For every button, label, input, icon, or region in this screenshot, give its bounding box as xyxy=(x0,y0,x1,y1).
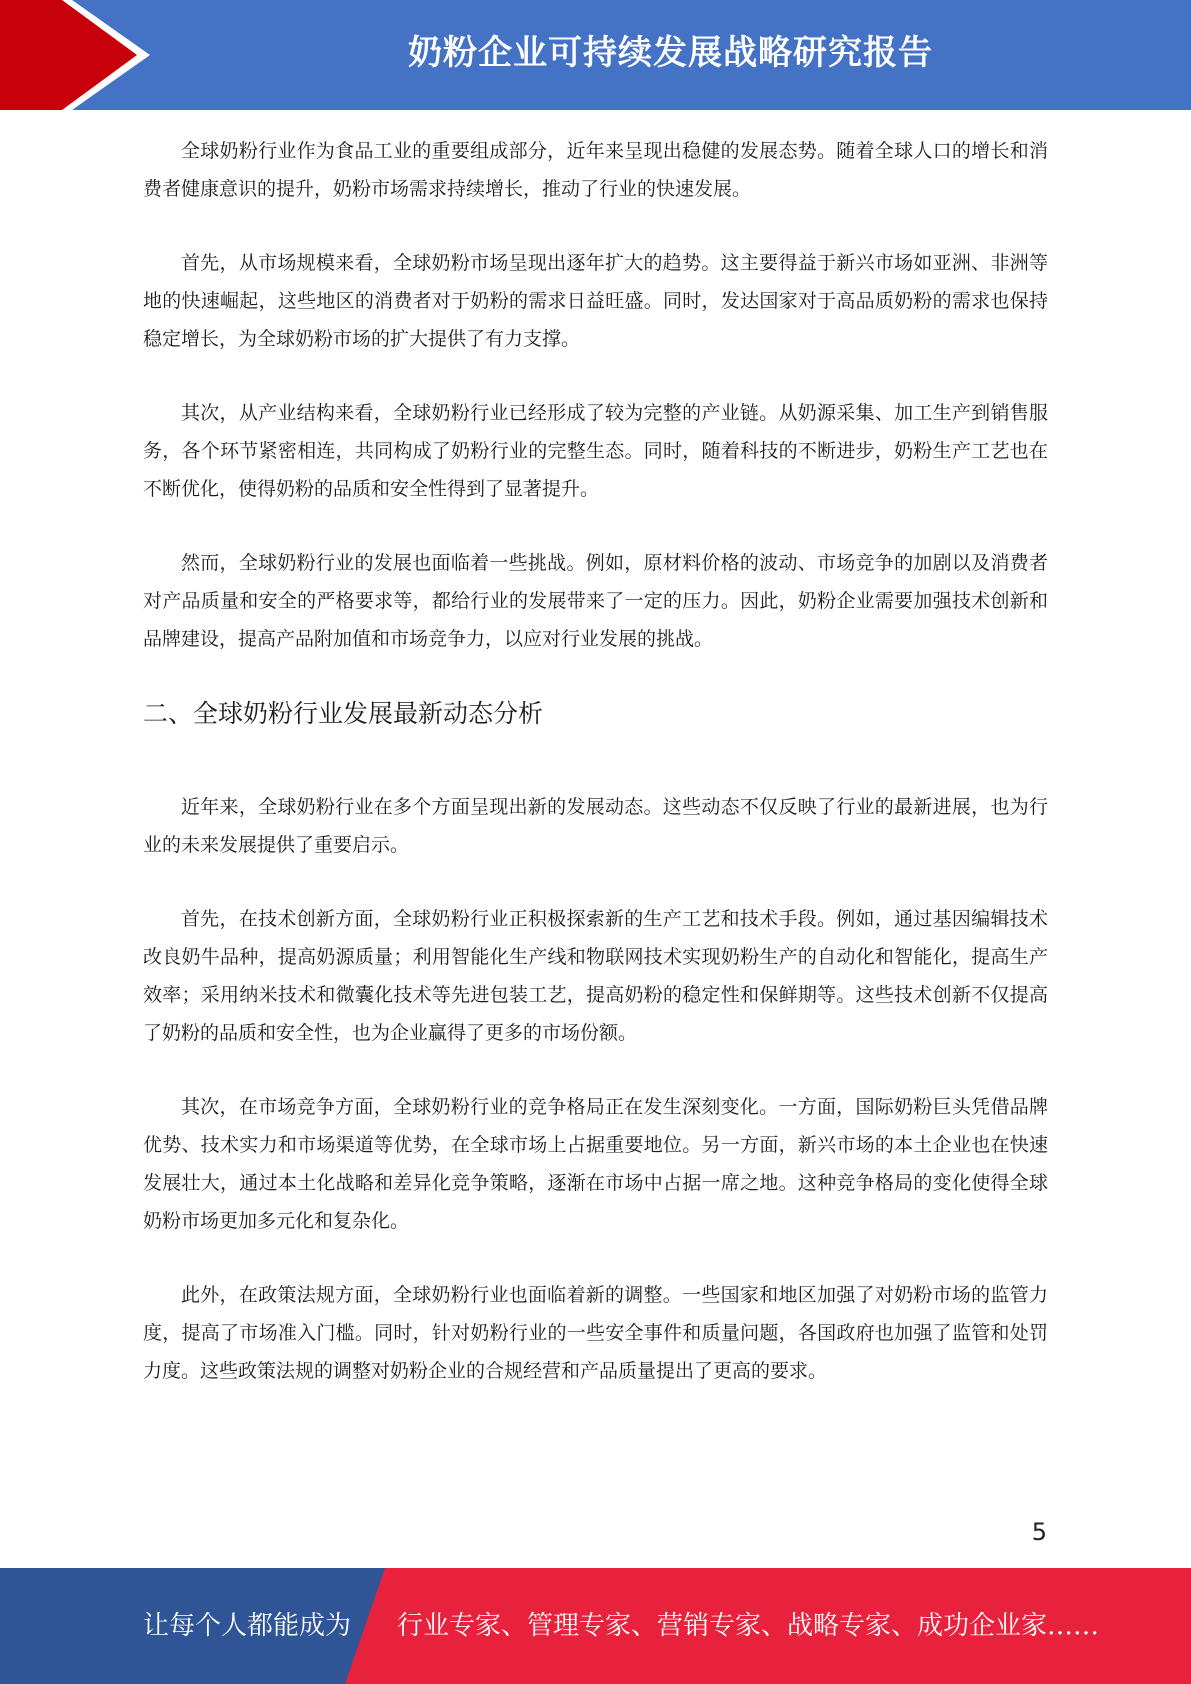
report-title: 奶粉企业可持续发展战略研究报告 xyxy=(408,33,933,73)
paragraph: 此外，在政策法规方面，全球奶粉行业也面临着新的调整。一些国家和地区加强了对奶粉市场的监管力度，提高了市场准入门槛。同时，针对奶粉行业的一些安全事件和质量问题，各国政府也加强了监管和处罚力度。这些政策法规的调整对奶粉企业的合规经营和产品质量提出了更高的要求。 xyxy=(143,1284,1048,1382)
page-header xyxy=(0,0,1191,110)
paragraph: 首先，从市场规模来看，全球奶粉市场呈现出逐年扩大的趋势。这主要得益于新兴市场如亚洲、非洲等地的快速崛起，这些地区的消费者对于奶粉的需求日益旺盛。同时，发达国家对于高品质奶粉的需求也保持稳定增长，为全球奶粉市场的扩大提供了有力支撑。 xyxy=(143,252,1048,350)
section-heading: 二、全球奶粉行业发展最新动态分析 xyxy=(143,699,544,728)
footer-slogan-right: 行业专家、管理专家、营销专家、战略专家、成功企业家…… xyxy=(397,1611,1100,1641)
main-content xyxy=(143,132,1048,1426)
paragraph: 其次，从产业结构来看，全球奶粉行业已经形成了较为完整的产业链。从奶源采集、加工生产到销售服务，各个环节紧密相连，共同构成了奶粉行业的完整生态。同时，随着科技的不断进步，奶粉生产工艺也在不断优化，使得奶粉的品质和安全性得到了显著提升。 xyxy=(143,402,1048,500)
page-footer xyxy=(0,1568,1191,1684)
paragraph: 然而，全球奶粉行业的发展也面临着一些挑战。例如，原材料价格的波动、市场竞争的加剧以及消费者对产品质量和安全的严格要求等，都给行业的发展带来了一定的压力。因此，奶粉企业需要加强技术创新和品牌建设，提高产品附加值和市场竞争力，以应对行业发展的挑战。 xyxy=(143,552,1048,650)
paragraph: 其次，在市场竞争方面，全球奶粉行业的竞争格局正在发生深刻变化。一方面，国际奶粉巨头凭借品牌优势、技术实力和市场渠道等优势，在全球市场上占据重要地位。另一方面，新兴市场的本土企业也在快速发展壮大，通过本土化战略和差异化竞争策略，逐渐在市场中占据一席之地。这种竞争格局的变化使得全球奶粉市场更加多元化和复杂化。 xyxy=(143,1096,1048,1232)
page-number: 5 xyxy=(1031,1518,1047,1546)
paragraph: 首先，在技术创新方面，全球奶粉行业正积极探索新的生产工艺和技术手段。例如，通过基因编辑技术改良奶牛品种，提高奶源质量；利用智能化生产线和物联网技术实现奶粉生产的自动化和智能化，提高生产效率；采用纳米技术和微囊化技术等先进包装工艺，提高奶粉的稳定性和保鲜期等。这些技术创新不仅提高了奶粉的品质和安全性，也为企业赢得了更多的市场份额。 xyxy=(143,908,1048,1044)
paragraph: 近年来，全球奶粉行业在多个方面呈现出新的发展动态。这些动态不仅反映了行业的最新进展，也为行业的未来发展提供了重要启示。 xyxy=(143,796,1048,856)
footer-slogan-left: 让每个人都能成为 xyxy=(143,1611,352,1641)
paragraph: 全球奶粉行业作为食品工业的重要组成部分，近年来呈现出稳健的发展态势。随着全球人口的增长和消费者健康意识的提升，奶粉市场需求持续增长，推动了行业的快速发展。 xyxy=(143,140,1048,200)
